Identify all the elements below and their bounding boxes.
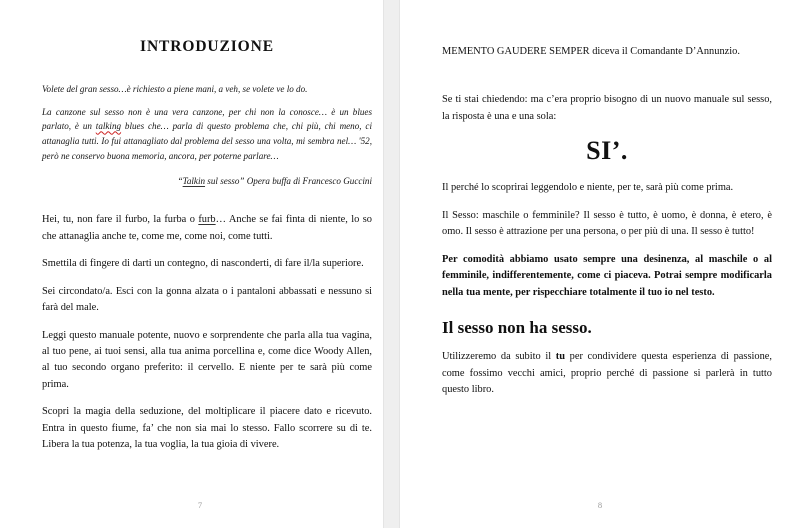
paragraph-text-before: Hei, tu, non fare il furbo, la furba o bbox=[42, 214, 199, 226]
spellcheck-word-furb: furb bbox=[198, 214, 216, 226]
paragraph-text-before: Utilizzeremo da subito il bbox=[442, 351, 556, 363]
memento-paragraph: MEMENTO GAUDERE SEMPER diceva il Comandante D’Annunzio. bbox=[442, 46, 740, 57]
emphasized-word-tu: tu bbox=[555, 351, 566, 363]
epigraph-block bbox=[42, 82, 372, 188]
body-paragraph-bold: Per comodità abbiamo usato sempre una desinenza, al maschile o al femminile, indifferentemente, come ci piaceva. Potrai sempre modificarla nella tua mente, per rispecchiare totalmente il tuo io nel testo. bbox=[442, 253, 772, 298]
body-paragraph bbox=[42, 212, 372, 245]
right-top-block bbox=[442, 44, 772, 125]
question-paragraph: Se ti stai chiedendo: ma c’era proprio bisogno di un nuovo manuale sul sesso, la risposta è una e una sola: bbox=[442, 94, 772, 122]
si-heading: SI’. bbox=[586, 136, 628, 166]
body-paragraph: Il Sesso: maschile o femminile? Il sesso è tutto, è uomo, è donna, è etero, è omo. Il sesso è attrazione per una persona, o per più di una. Il sesso è tutto! bbox=[442, 209, 772, 238]
left-page-content bbox=[42, 0, 372, 528]
paragraph-text-after: … Anche se fai finta di niente, lo so che attanaglia anche te, come me, come noi, come tutti. bbox=[42, 214, 372, 242]
right-page-content bbox=[442, 0, 772, 528]
epigraph-attribution bbox=[42, 174, 372, 189]
left-body-text bbox=[42, 212, 372, 453]
epigraph-line-2-part-a: La canzone sul sesso non è una vera canzone, per chi non la conosce… è un blues parlato, è un bbox=[42, 106, 372, 132]
paragraph-text-after: per condividere questa esperienza di passione, come fossimo vecchi amici, proprio perché di passione si parlerà in tutto questo libro. bbox=[442, 351, 772, 396]
body-paragraph bbox=[442, 349, 772, 398]
spellcheck-word-talkin: Talkin bbox=[182, 175, 206, 186]
attribution-rest: sul sesso” Opera buffa di Francesco Guccini bbox=[205, 175, 372, 186]
spacer bbox=[442, 71, 772, 92]
body-paragraph: Scopri la magia della seduzione, del moltiplicare il piacere dato e ricevuto. Entra in questo fiume, fa’ che non sia mai lo stesso. Fallo scorrere su di te. Libera la tua potenza, la tua voglia, la tua gioia di vivere. bbox=[42, 406, 372, 451]
epigraph-line-2-part-b: blues che… parla di questo problema che, chi più, chi meno, ci attanaglia tutti. Io fui attanagliato dal problema del sesso una volta, mi sembra nel… '52, però ne conservo buona memoria, ancora, per poterne parlare… bbox=[42, 121, 372, 161]
spellcheck-word-talking: talking bbox=[95, 121, 122, 132]
right-body-text bbox=[442, 180, 772, 398]
page-number-right: 8 bbox=[597, 500, 603, 510]
body-paragraph: Leggi questo manuale potente, nuovo e sorprendente che parla alla tua vagina, al tuo pene, ai tuoi sensi, alla tua anima porcellina e, come dice Woody Allen, al tuo secondo organo preferito: il cervello. E niente per te sarà più come prima. bbox=[42, 329, 372, 390]
section-subheading: Il sesso non ha sesso. bbox=[442, 317, 592, 337]
page-number-left: 7 bbox=[197, 500, 203, 510]
body-paragraph: Il perché lo scoprirai leggendolo e niente, per te, sarà più come prima. bbox=[442, 182, 734, 194]
right-page bbox=[400, 0, 800, 528]
body-paragraph: Smettila di fingere di darti un contegno, di nasconderti, di fare il/la superiore. bbox=[42, 258, 364, 270]
epigraph-line-2 bbox=[42, 105, 372, 164]
page-gutter bbox=[383, 0, 400, 528]
attribution-open-quote: “ bbox=[177, 175, 183, 186]
body-paragraph: Sei circondato/a. Esci con la gonna alzata o i pantaloni abbassati e nessuno si farà del male. bbox=[42, 285, 372, 314]
epigraph-line-1: Volete del gran sesso…è richiesto a piene mani, a veh, se volete ve lo do. bbox=[42, 84, 308, 94]
chapter-title: INTRODUZIONE bbox=[140, 38, 274, 55]
